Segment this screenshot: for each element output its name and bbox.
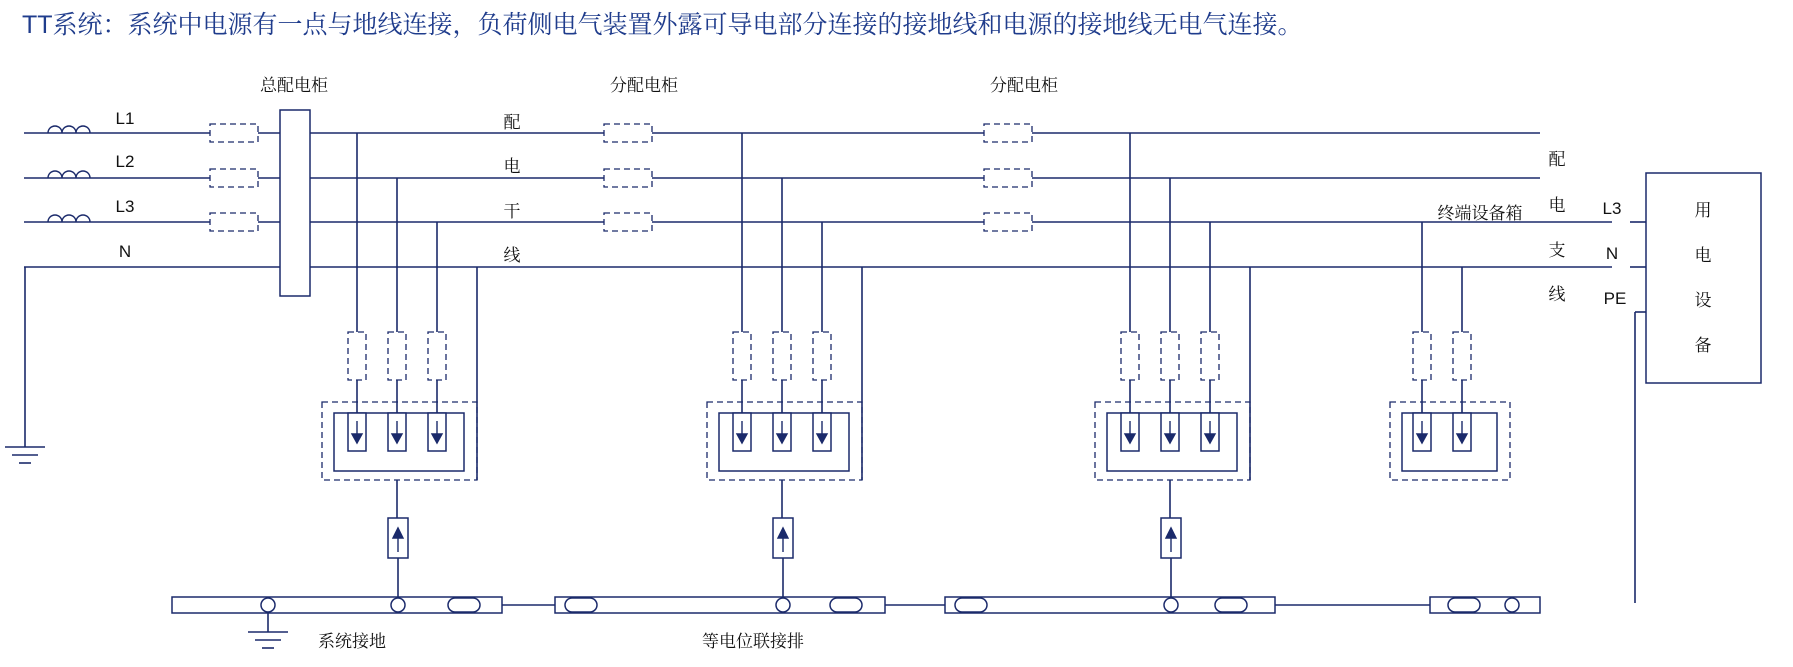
- label-terminal-box: 终端设备箱: [1437, 204, 1523, 223]
- arrows-down-1: [348, 413, 446, 451]
- vfuse-4-b: [1453, 332, 1471, 380]
- page-title: TT系统：系统中电源有一点与地线连接，负荷侧电气装置外露可导电部分连接的接地线和电源的接地线无电气连接。: [22, 11, 1303, 39]
- branch-char-1: 配: [1548, 150, 1566, 169]
- eq-terminal-1a: [261, 598, 275, 612]
- vfuse-4-a: [1413, 332, 1431, 380]
- fuse-source-l2: [210, 169, 258, 187]
- system-ground-symbol: [248, 613, 386, 651]
- fuse-sc2-l1: [984, 124, 1032, 142]
- fuse-source-l3: [210, 213, 258, 231]
- eq-slot-1: [448, 598, 480, 612]
- branch-group-4: [1390, 222, 1510, 480]
- trunk-char-1: 配: [503, 113, 521, 132]
- vfuse-2-b: [773, 332, 791, 380]
- source-coils: [48, 126, 90, 222]
- label-sub-cabinet-1: 分配电柜: [610, 76, 678, 95]
- trunk-char-3: 干: [503, 202, 521, 221]
- arrows-down-4: [1413, 413, 1471, 451]
- load-char-3: 设: [1694, 291, 1712, 310]
- source-fuses: [210, 124, 258, 231]
- main-distribution-cabinet: [280, 110, 310, 296]
- vfuse-3-c: [1201, 332, 1219, 380]
- label-l3: L3: [115, 197, 135, 216]
- main-cabinet-body: [280, 110, 310, 296]
- vfuse-2-c: [813, 332, 831, 380]
- label-system-ground: 系统接地: [318, 632, 386, 651]
- source-ground: [5, 267, 45, 463]
- label-n: N: [118, 242, 132, 261]
- branch-char-3: 支: [1548, 241, 1566, 260]
- vfuse-3-b: [1161, 332, 1179, 380]
- load-terminal-pe: PE: [1603, 289, 1627, 308]
- branch-char-2: 电: [1548, 196, 1566, 215]
- trunk-line-label: [504, 113, 521, 265]
- eq-terminal-4a: [1505, 598, 1519, 612]
- eq-slot-2r: [830, 598, 862, 612]
- branch-group-1: [322, 133, 477, 603]
- branch-line-label: [1549, 150, 1566, 304]
- vfuse-1-c: [428, 332, 446, 380]
- vfuse-3-a: [1121, 332, 1139, 380]
- vfuse-2-a: [733, 332, 751, 380]
- branch-group-3: [1095, 133, 1250, 603]
- equipotential-bars: [172, 597, 1540, 613]
- eq-terminal-2a: [776, 598, 790, 612]
- load-char-1: 用: [1694, 201, 1712, 220]
- load-char-4: 备: [1694, 336, 1712, 355]
- label-sub-cabinet-2: 分配电柜: [990, 76, 1058, 95]
- load-terminal-n: N: [1605, 244, 1619, 263]
- eq-slot-3r: [1215, 598, 1247, 612]
- load-char-2: 电: [1694, 246, 1712, 265]
- fuse-sc2-l2: [984, 169, 1032, 187]
- load-terminal-l3: L3: [1602, 199, 1622, 218]
- coil-l2: [48, 171, 90, 178]
- vfuse-1-a: [348, 332, 366, 380]
- fuse-sc1-l3: [604, 213, 652, 231]
- load-device: [1603, 173, 1761, 603]
- label-l1: L1: [115, 109, 135, 128]
- trunk-char-4: 线: [503, 246, 521, 265]
- vfuse-1-b: [388, 332, 406, 380]
- trunk-char-2: 电: [503, 157, 521, 176]
- coil-l3: [48, 215, 90, 222]
- label-l2: L2: [115, 152, 135, 171]
- branch-char-4: 线: [1548, 285, 1566, 304]
- phase-labels: [116, 109, 135, 261]
- sub-cabinet-1-fuses: [604, 124, 652, 231]
- eq-slot-4: [1448, 598, 1480, 612]
- fuse-sc2-l3: [984, 213, 1032, 231]
- coil-l1: [48, 126, 90, 133]
- fuse-source-l1: [210, 124, 258, 142]
- arrows-down-3: [1121, 413, 1219, 451]
- eq-bar-4: [1430, 597, 1540, 613]
- bus-lines: [24, 133, 1612, 267]
- cabinet-labels: [260, 76, 1523, 223]
- sub-cabinet-2-fuses: [984, 124, 1032, 231]
- eq-terminal-3a: [1164, 598, 1178, 612]
- eq-slot-3l: [955, 598, 987, 612]
- branch-group-2: [707, 133, 862, 603]
- arrows-down-2: [733, 413, 831, 451]
- fuse-sc1-l2: [604, 169, 652, 187]
- eq-slot-2l: [565, 598, 597, 612]
- eq-terminal-1b: [391, 598, 405, 612]
- label-equipotential-bar: 等电位联接排: [702, 632, 804, 651]
- label-main-cabinet: 总配电柜: [260, 76, 328, 95]
- fuse-sc1-l1: [604, 124, 652, 142]
